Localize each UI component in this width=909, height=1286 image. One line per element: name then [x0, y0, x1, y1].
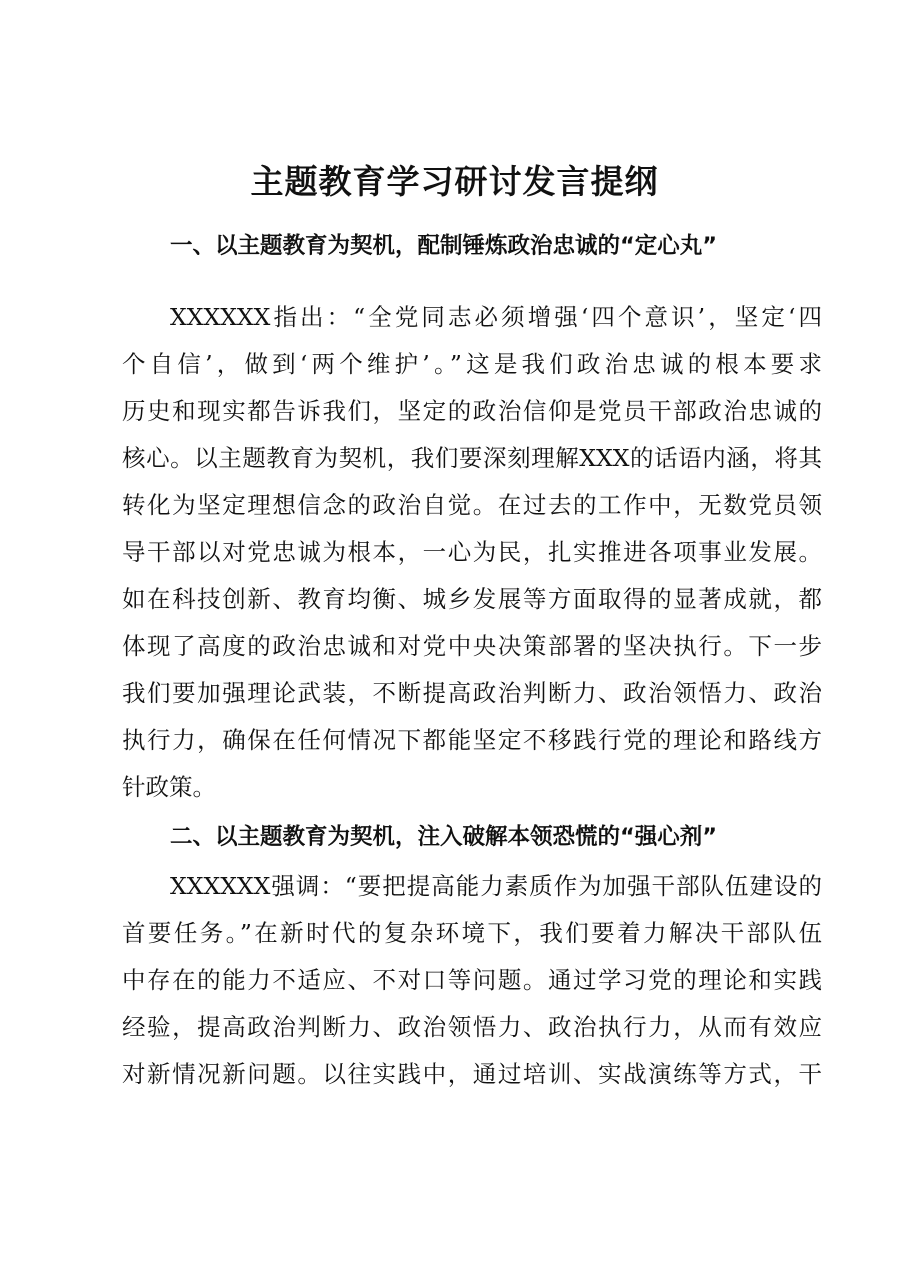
section-1-line-3: 历史和现实都告诉我们，坚定的政治信仰是党员干部政治忠诚的: [122, 397, 822, 425]
section-1-line-4: 核心。以主题教育为契机，我们要深刻理解XXX的话语内涵，将其: [122, 444, 822, 472]
section-2-line-5: 对新情况新问题。以往实践中，通过培训、实战演练等方式，干: [122, 1060, 822, 1088]
section-1-line-6: 导干部以对党忠诚为根本，一心为民，扎实推进各项事业发展。: [122, 538, 822, 566]
section-1-heading: 一、以主题教育为契机，配制锤炼政治忠诚的“定心丸”: [170, 233, 718, 259]
section-1-line-11: 针政策。: [122, 773, 216, 801]
section-2-line-3: 中存在的能力不适应、不对口等问题。通过学习党的理论和实践: [122, 966, 822, 994]
section-1-line-9: 我们要加强理论武装，不断提高政治判断力、政治领悟力、政治: [122, 679, 822, 707]
section-2-line-1: XXXXXX强调：“要把提高能力素质作为加强干部队伍建设的: [170, 872, 822, 900]
document-title: 主题教育学习研讨发言提纲: [250, 162, 659, 201]
section-1-line-5: 转化为坚定理想信念的政治自觉。在过去的工作中，无数党员领: [122, 491, 822, 519]
section-2-line-4: 经验，提高政治判断力、政治领悟力、政治执行力，从而有效应: [122, 1013, 822, 1041]
section-2-line-2: 首要任务。”在新时代的复杂环境下，我们要着力解决干部队伍: [122, 919, 822, 947]
section-1-line-2: 个自信’，做到‘两个维护’。”这是我们政治忠诚的根本要求: [122, 350, 822, 378]
section-1-line-8: 体现了高度的政治忠诚和对党中央决策部署的坚决执行。下一步: [122, 632, 822, 660]
section-2-heading: 二、以主题教育为契机，注入破解本领恐慌的“强心剂”: [170, 824, 718, 850]
section-1-line-1: XXXXXX指出：“全党同志必须增强‘四个意识’，坚定‘四: [170, 303, 822, 331]
section-1-line-7: 如在科技创新、教育均衡、城乡发展等方面取得的显著成就，都: [122, 585, 822, 613]
section-1-line-10: 执行力，确保在任何情况下都能坚定不移践行党的理论和路线方: [122, 726, 822, 754]
